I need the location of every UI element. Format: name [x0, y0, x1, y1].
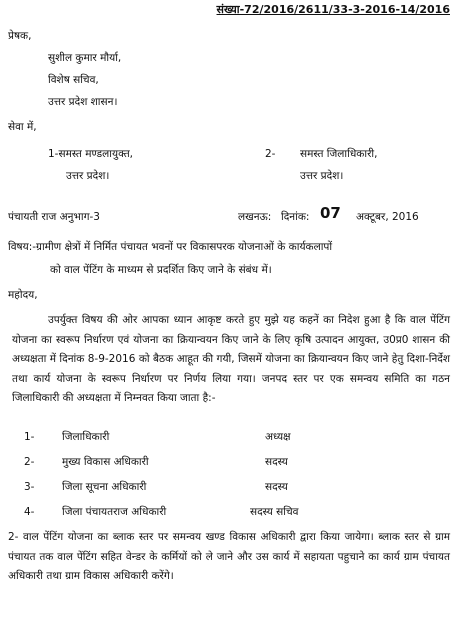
reference-number: संख्या-72/2016/2611/33-3-2016-14/2016 [216, 3, 450, 16]
committee-role: सदस्य [265, 456, 288, 468]
committee-row [0, 479, 458, 495]
committee-num: 4- [24, 506, 35, 518]
sender-name: सुशील कुमार मौर्या, [48, 52, 122, 64]
date-day: 07 [320, 204, 341, 222]
subject-line-1: विषय:-ग्रामीण क्षेत्रों में निर्मित पंचायत भवनों पर विकासपरक योजनाओं के कार्यकलापों [8, 241, 333, 253]
salutation: महोदय, [8, 289, 38, 301]
committee-name: जिलाधिकारी [62, 431, 110, 443]
recipient-2-number: 2- [265, 148, 276, 160]
committee-num: 3- [24, 481, 35, 493]
recipient-1-line2: उत्तर प्रदेश। [66, 170, 110, 182]
paragraph-1: उपर्युक्त विषय की ओर आपका ध्यान आकृष्ट करते हुए मुझे यह कहनें का निदेश हुआ है कि वाल पेंटिंग योजना का स्वरूप निर्धारण एवं योजना का क्रियान्वयन किए जाने के लिए कृषि उत्पादन आयुक्त, उ0प्र0 शासन की अध्यक्षता में दिनांक 8-9-2016 को बैठक आहूत की गयी, जिसमें योजना का क्रियान्वयन किए जाने हेतु दिशा-निर्देश तथा कार्य योजना के स्वरूप निर्धारण पर निर्णय लिया गया। जनपद स्तर पर एक समन्वय समिति का गठन जिलाधिकारी की अध्यक्षता में निम्नवत किया जाता है:- [12, 314, 450, 404]
committee-name: मुख्य विकास अधिकारी [62, 456, 149, 468]
recipient-2-line2: उत्तर प्रदेश। [300, 170, 344, 182]
committee-row [0, 454, 458, 470]
committee-role: सदस्य सचिव [250, 506, 299, 518]
committee-num: 2- [24, 456, 35, 468]
department: पंचायती राज अनुभाग-3 [8, 211, 100, 223]
committee-role: सदस्य [265, 481, 288, 493]
recipients-label: सेवा में, [8, 121, 37, 133]
sender-label: प्रेषक, [8, 30, 32, 42]
sender-government: उत्तर प्रदेश शासन। [48, 96, 118, 108]
committee-role: अध्यक्ष [265, 431, 291, 443]
place: लखनऊ: [238, 211, 272, 223]
committee-name: जिला सूचना अधिकारी [62, 481, 147, 493]
paragraph-2: 2- वाल पेंटिंग योजना का ब्लाक स्तर पर समन्वय खण्ड विकास अधिकारी द्वारा किया जायेगा। ब्लाक स्तर से ग्राम पंचायत तक वाल पेंटिंग सहित वेन्डर के कर्मियों को ले जाने और उस कार्य में सहायता पहुचाने का कार्य ग्राम पंचायत अधिकारी तथा ग्राम विकास अधिकारी करेंगे। [8, 531, 450, 582]
date-label: दिनांक: [281, 211, 310, 223]
committee-row [0, 504, 458, 520]
recipient-1-line1: 1-समस्त मण्डलायुक्त, [48, 148, 134, 160]
recipient-2-line1: समस्त जिलाधिकारी, [300, 148, 378, 160]
committee-row [0, 429, 458, 445]
date-month-year: अक्टूबर, 2016 [356, 211, 419, 223]
committee-num: 1- [24, 431, 35, 443]
sender-designation: विशेष सचिव, [48, 74, 99, 86]
committee-name: जिला पंचायतराज अधिकारी [62, 506, 167, 518]
subject-line-2: को वाल पेंटिंग के माध्यम से प्रदर्शित किए जाने के संबंध में। [50, 264, 272, 276]
